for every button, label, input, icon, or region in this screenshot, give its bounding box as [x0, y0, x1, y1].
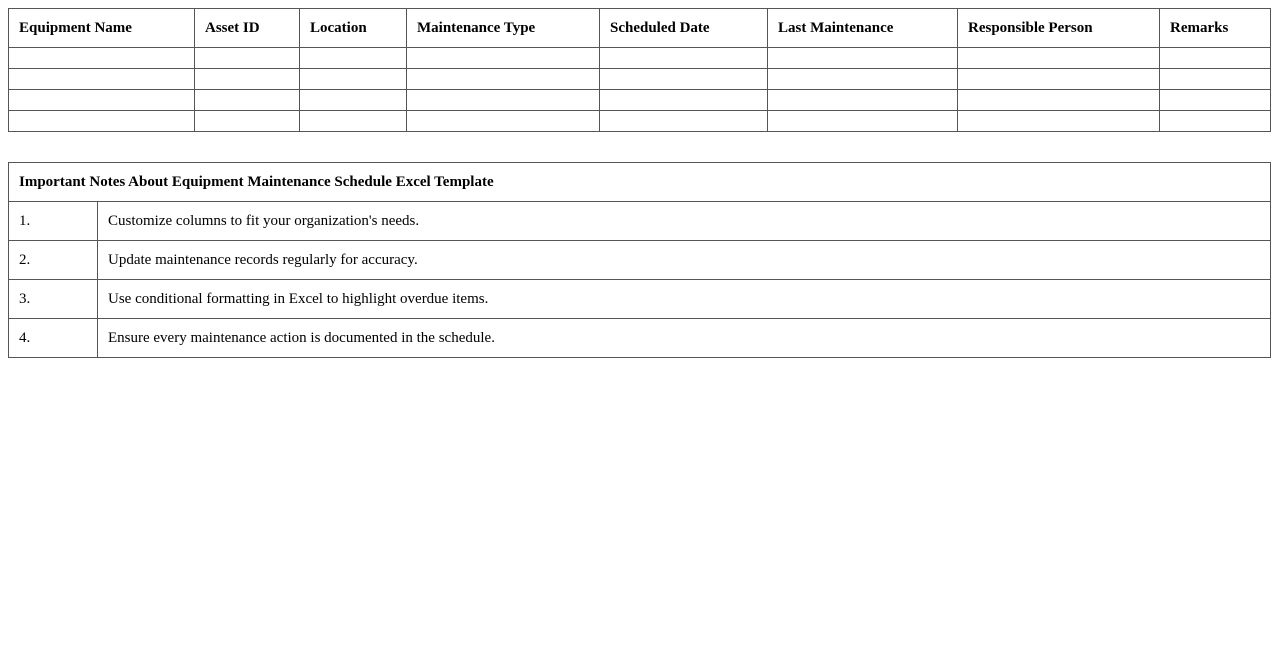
table-cell[interactable]: [958, 90, 1160, 111]
table-cell[interactable]: [300, 90, 407, 111]
note-item: [9, 319, 1271, 358]
table-cell[interactable]: [768, 48, 958, 69]
table-cell[interactable]: [9, 111, 195, 132]
table-cell[interactable]: [407, 48, 600, 69]
table-cell[interactable]: [1160, 48, 1271, 69]
table-cell[interactable]: [600, 90, 768, 111]
table-cell[interactable]: [9, 48, 195, 69]
note-number: 1.: [9, 202, 98, 241]
header-scheduled-date: Scheduled Date: [600, 9, 768, 48]
table-cell[interactable]: [195, 111, 300, 132]
note-text: Use conditional formatting in Excel to highlight overdue items.: [98, 280, 1271, 319]
table-cell[interactable]: [958, 69, 1160, 90]
table-row: [9, 90, 1271, 111]
header-equipment-name: Equipment Name: [9, 9, 195, 48]
table-cell[interactable]: [195, 48, 300, 69]
notes-title-row: [9, 163, 1271, 202]
header-responsible-person: Responsible Person: [958, 9, 1160, 48]
table-cell[interactable]: [407, 111, 600, 132]
table-cell[interactable]: [300, 111, 407, 132]
table-cell[interactable]: [958, 111, 1160, 132]
header-last-maintenance: Last Maintenance: [768, 9, 958, 48]
table-cell[interactable]: [300, 69, 407, 90]
table-cell[interactable]: [195, 90, 300, 111]
note-item: [9, 241, 1271, 280]
table-cell[interactable]: [407, 90, 600, 111]
table-cell[interactable]: [1160, 111, 1271, 132]
header-asset-id: Asset ID: [195, 9, 300, 48]
table-cell[interactable]: [300, 48, 407, 69]
header-maintenance-type: Maintenance Type: [407, 9, 600, 48]
table-cell[interactable]: [768, 90, 958, 111]
maintenance-schedule-table: [8, 8, 1271, 132]
note-text: Update maintenance records regularly for accuracy.: [98, 241, 1271, 280]
table-row: [9, 69, 1271, 90]
table-row: [9, 111, 1271, 132]
table-cell[interactable]: [407, 69, 600, 90]
table-header-row: [9, 9, 1271, 48]
table-cell[interactable]: [9, 69, 195, 90]
table-cell[interactable]: [768, 69, 958, 90]
notes-title: Important Notes About Equipment Maintenance Schedule Excel Template: [9, 163, 1271, 202]
note-number: 4.: [9, 319, 98, 358]
table-cell[interactable]: [600, 111, 768, 132]
table-cell[interactable]: [195, 69, 300, 90]
table-cell[interactable]: [9, 90, 195, 111]
table-cell[interactable]: [1160, 69, 1271, 90]
table-cell[interactable]: [600, 48, 768, 69]
table-cell[interactable]: [958, 48, 1160, 69]
header-location: Location: [300, 9, 407, 48]
page-content: [8, 8, 1270, 358]
header-remarks: Remarks: [1160, 9, 1271, 48]
note-text: Customize columns to fit your organization's needs.: [98, 202, 1271, 241]
note-item: [9, 280, 1271, 319]
important-notes-table: [8, 162, 1271, 358]
note-number: 2.: [9, 241, 98, 280]
table-cell[interactable]: [600, 69, 768, 90]
note-text: Ensure every maintenance action is documented in the schedule.: [98, 319, 1271, 358]
table-cell[interactable]: [768, 111, 958, 132]
table-cell[interactable]: [1160, 90, 1271, 111]
note-item: [9, 202, 1271, 241]
table-row: [9, 48, 1271, 69]
note-number: 3.: [9, 280, 98, 319]
